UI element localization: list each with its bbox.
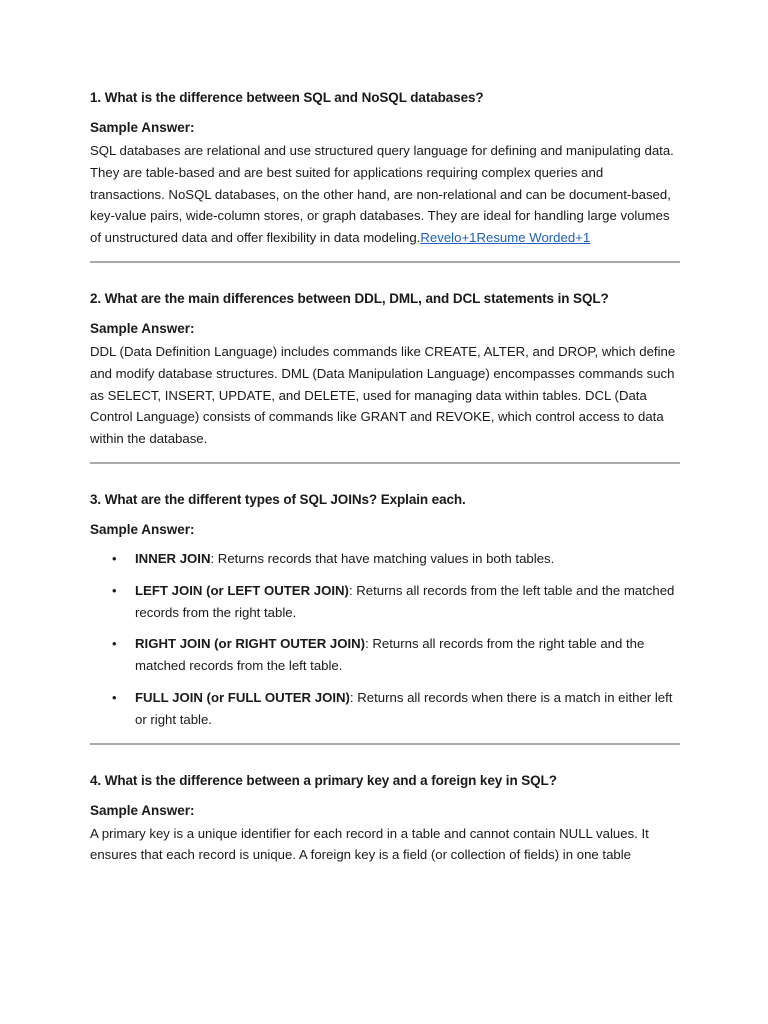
- question-heading: 3. What are the different types of SQL JOINs? Explain each.: [90, 491, 466, 507]
- join-term: LEFT JOIN (or LEFT OUTER JOIN): [135, 582, 349, 598]
- question-heading: 4. What is the difference between a primary key and a foreign key in SQL?: [90, 772, 557, 788]
- qa-section-1: [90, 88, 680, 249]
- join-description: : Returns records that have matching values in both tables.: [210, 550, 555, 566]
- sample-answer-label: Sample Answer:: [90, 120, 195, 135]
- list-item: [90, 548, 680, 570]
- join-description: : Returns all records from the right table and the matched records from the left table.: [135, 636, 645, 674]
- bullet-icon: •: [112, 636, 117, 652]
- qa-section-2: [90, 289, 680, 450]
- section-divider: [90, 743, 680, 745]
- sample-answer-label: Sample Answer:: [90, 320, 195, 336]
- qa-section-4: [90, 771, 680, 867]
- bullet-icon: •: [112, 689, 117, 705]
- join-description: : Returns all records when there is a match in either left or right table.: [135, 689, 673, 727]
- section-divider: [90, 462, 680, 464]
- source-link[interactable]: Revelo+1Resume Worded+1: [420, 230, 591, 246]
- sample-answer-label: Sample Answer:: [90, 802, 195, 818]
- question-heading: 2. What are the main differences between DDL, DML, and DCL statements in SQL?: [90, 290, 609, 306]
- answer-paragraph: DDL (Data Definition Language) includes commands like CREATE, ALTER, and DROP, which define and modify database structures. DML (Data Manipulation Language) encompasses commands such as SELECT, INSERT, UPDATE, and DELETE, used for managing data within tables. DCL (Data Control Language) consists of commands like GRANT and REVOKE, which control access to data within the database.: [90, 343, 676, 447]
- answer-text: SQL databases are relational and use structured query language for defining and manipulating data. They are table-based and are best suited for applications requiring complex queries and transactions. NoSQL databases, on the other hand, are non-relational and can be document-based, key-value pairs, wide-column stores, or graph databases. They are ideal for handling large volumes of unstructured data and offer flexibility in data modeling.: [90, 143, 674, 246]
- document-page: [90, 88, 680, 866]
- join-term: RIGHT JOIN (or RIGHT OUTER JOIN): [135, 636, 366, 652]
- question-heading: 1. What is the difference between SQL and NoSQL databases?: [90, 90, 484, 105]
- bullet-icon: •: [112, 550, 117, 566]
- bullet-icon: •: [112, 582, 117, 598]
- list-item: [90, 633, 680, 677]
- sample-answer-label: Sample Answer:: [90, 521, 195, 537]
- answer-paragraph: A primary key is a unique identifier for each record in a table and cannot contain NULL values. It ensures that each record is unique. A foreign key is a field (or collection of fields) in one table: [90, 825, 649, 863]
- join-description: : Returns all records from the left table and the matched records from the right table.: [135, 582, 675, 620]
- list-item: [90, 580, 680, 624]
- answer-paragraph: [90, 140, 680, 249]
- qa-section-3: [90, 490, 680, 731]
- join-term: FULL JOIN (or FULL OUTER JOIN): [135, 689, 350, 705]
- join-term: INNER JOIN: [135, 550, 211, 566]
- section-divider: [90, 261, 680, 263]
- join-types-list: [90, 548, 680, 731]
- list-item: [90, 687, 680, 731]
